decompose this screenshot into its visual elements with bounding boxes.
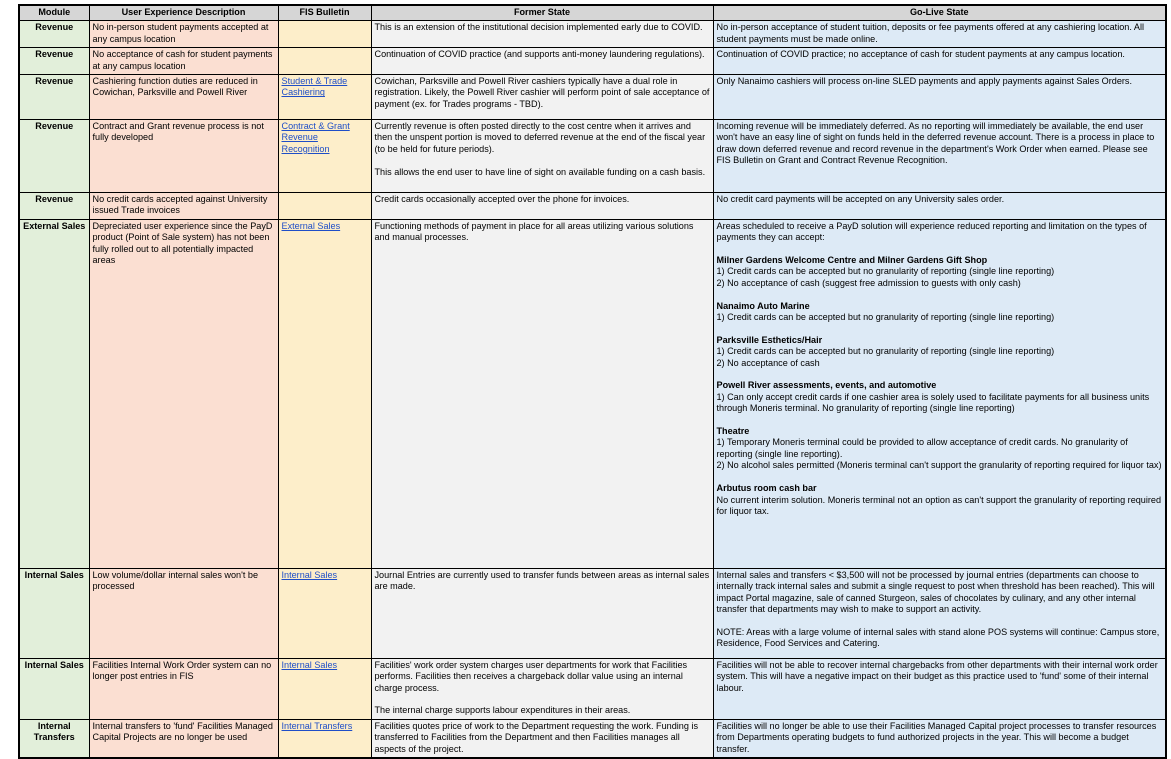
cell-user-experience-description: Internal transfers to 'fund' Facilities Managed Capital Projects are no longer be used xyxy=(89,719,278,758)
table-row xyxy=(19,658,1166,719)
cell-former-state: Facilities quotes price of work to the Department requesting the work. Funding is transferred to Facilities from the Department and then Facilities manages all aspects of the project. xyxy=(371,719,713,758)
go-live-subheading: Theatre xyxy=(716,426,750,437)
cell-user-experience-description: No credit cards accepted against University issued Trade invoices xyxy=(89,193,278,220)
go-live-list-item: 1) Credit cards can be accepted but no granularity of reporting (single line reporting) xyxy=(716,346,1055,357)
former-state-paragraph: Currently revenue is often posted directly to the cost centre when it arrives and then the unspent portion is moved to deferred revenue at the end of the fiscal year (to be held for future periods). xyxy=(374,121,706,154)
cell-former-state: Functioning methods of payment in place for all areas utilizing various solutions and manual processes. xyxy=(371,219,713,568)
cell-former-state: Continuation of COVID practice (and supports anti-money laundering regulations). xyxy=(371,48,713,75)
cell-former-state xyxy=(371,120,713,193)
fis-bulletin-link[interactable]: Internal Sales xyxy=(281,659,338,670)
cell-fis-bulletin[interactable] xyxy=(278,75,371,120)
cell-fis-bulletin[interactable] xyxy=(278,658,371,719)
table-row xyxy=(19,21,1166,48)
table-body xyxy=(19,21,1166,758)
fis-bulletin-link[interactable]: External Sales xyxy=(281,220,341,231)
column-header-bulletin: FIS Bulletin xyxy=(278,5,371,21)
cell-user-experience-description: Cashiering function duties are reduced in Cowichan, Parksville and Powell River xyxy=(89,75,278,120)
go-live-list-item: 1) Temporary Moneris terminal could be provided to allow acceptance of credit cards. No granularity of reporting (single line reporting). xyxy=(716,437,1128,459)
cell-go-live-state: Facilities will not be able to recover internal chargebacks from other departments with their internal work order system. This will have a negative impact on their budget as this practice used to 'fund' some of their internal labour. xyxy=(713,658,1166,719)
go-live-subheading: Milner Gardens Welcome Centre and Milner Gardens Gift Shop xyxy=(716,255,988,266)
cell-go-live-state xyxy=(713,219,1166,568)
cell-module: Revenue xyxy=(19,120,89,193)
cell-user-experience-description: Facilities Internal Work Order system can no longer post entries in FIS xyxy=(89,658,278,719)
cell-module: Revenue xyxy=(19,193,89,220)
go-live-paragraph: Areas scheduled to receive a PayD solution will experience reduced reporting and limitation on the types of payments they can accept: xyxy=(716,220,1147,243)
cell-module: Internal Sales xyxy=(19,568,89,658)
cell-user-experience-description: No acceptance of cash for student payments at any campus location xyxy=(89,48,278,75)
cell-former-state: Credit cards occasionally accepted over the phone for invoices. xyxy=(371,193,713,220)
cell-former-state: Cowichan, Parksville and Powell River cashiers typically have a dual role in registration. Likely, the Powell River cashier will perform point of sale acceptance of payment (ex. for Trades programs - TBD). xyxy=(371,75,713,120)
cell-former-state: This is an extension of the institutional decision implemented early due to COVID. xyxy=(371,21,713,48)
column-header-module: Module xyxy=(19,5,89,21)
former-state-paragraph: Facilities' work order system charges user departments for work that Facilities performs. Facilities then receives a chargeback dollar value using an internal charge process. xyxy=(374,659,688,693)
go-live-subheading: Powell River assessments, events, and automotive xyxy=(716,380,937,391)
cell-user-experience-description: Contract and Grant revenue process is not fully developed xyxy=(89,120,278,193)
header-row xyxy=(19,5,1166,21)
cell-fis-bulletin xyxy=(278,48,371,75)
former-state-paragraph: This allows the end user to have line of sight on available funding on a cash basis. xyxy=(374,166,706,177)
cell-fis-bulletin xyxy=(278,21,371,48)
table-row xyxy=(19,75,1166,120)
cell-module: Revenue xyxy=(19,75,89,120)
cell-go-live-state: Continuation of COVID practice; no acceptance of cash for student payments at any campus location. xyxy=(713,48,1166,75)
spacer-line xyxy=(717,289,1163,300)
cell-go-live-state: No in-person acceptance of student tuition, deposits or fee payments offered at any cashiering location. All student payments must be made online. xyxy=(713,21,1166,48)
table-row xyxy=(19,219,1166,568)
cell-go-live-state: Facilities will no longer be able to use their Facilities Managed Capital project processes to transfer resources from Departments operating budgets to fund authorized projects in the year. This will become a budget transfer. xyxy=(713,719,1166,758)
table-row xyxy=(19,719,1166,758)
spacer-line xyxy=(717,369,1163,380)
cell-user-experience-description: No in-person student payments accepted at any campus location xyxy=(89,21,278,48)
fis-bulletin-link[interactable]: Contract & Grant Revenue Recognition xyxy=(281,121,350,154)
go-live-subheading: Nanaimo Auto Marine xyxy=(716,300,810,311)
table-row xyxy=(19,120,1166,193)
table-row xyxy=(19,48,1166,75)
go-live-impact-table xyxy=(18,4,1167,759)
cell-go-live-state: Only Nanaimo cashiers will process on-line SLED payments and apply payments against Sales Orders. xyxy=(713,75,1166,120)
table-row xyxy=(19,568,1166,658)
table-header xyxy=(19,5,1166,21)
cell-go-live-state xyxy=(713,568,1166,658)
spacer-line xyxy=(717,244,1163,255)
cell-fis-bulletin[interactable] xyxy=(278,719,371,758)
cell-go-live-state: No credit card payments will be accepted on any University sales order. xyxy=(713,193,1166,220)
cell-fis-bulletin xyxy=(278,193,371,220)
go-live-list-item: 2) No acceptance of cash (suggest free admission to guests with only cash) xyxy=(716,277,1021,288)
fis-bulletin-link[interactable]: Internal Sales xyxy=(281,569,338,580)
go-live-paragraph: NOTE: Areas with a large volume of internal sales with stand alone POS systems will continue: Campus store, Residence, Food Services and Catering. xyxy=(716,626,1160,649)
cell-fis-bulletin[interactable] xyxy=(278,568,371,658)
table-row xyxy=(19,193,1166,220)
go-live-list-item: 2) No acceptance of cash xyxy=(716,357,820,368)
cell-user-experience-description: Depreciated user experience since the PayD product (Point of Sale system) has not been fully rolled out to all potentially impacted areas xyxy=(89,219,278,568)
column-header-former: Former State xyxy=(371,5,713,21)
go-live-list-item: 2) No alcohol sales permitted (Moneris terminal can't support the granularity of reporting required for liquor tax) xyxy=(716,460,1162,471)
fis-bulletin-link[interactable]: Student & Trade Cashiering xyxy=(281,76,348,98)
go-live-list-item: 1) Credit cards can be accepted but no granularity of reporting (single line reporting) xyxy=(716,312,1055,323)
cell-user-experience-description: Low volume/dollar internal sales won't be processed xyxy=(89,568,278,658)
cell-former-state: Journal Entries are currently used to transfer funds between areas as internal sales are made. xyxy=(371,568,713,658)
cell-module: Revenue xyxy=(19,21,89,48)
go-live-list-item: 1) Credit cards can be accepted but no granularity of reporting (single line reporting) xyxy=(716,266,1055,277)
spacer-line xyxy=(717,472,1163,483)
column-header-ux: User Experience Description xyxy=(89,5,278,21)
spacer-line xyxy=(717,415,1163,426)
cell-go-live-state: Incoming revenue will be immediately deferred. As no reporting will immediately be available, the end user won't have an easy line of sight on funds held in the deferred revenue account. There is a process in place to draw down deferred revenue and record revenue in the department's Work Order when earned. Please see FIS Bulletin on Grant and Contract Revenue Recognition. xyxy=(713,120,1166,193)
go-live-subheading: Arbutus room cash bar xyxy=(716,483,817,494)
cell-module: Internal Sales xyxy=(19,658,89,719)
go-live-subheading: Parksville Esthetics/Hair xyxy=(716,334,823,345)
cell-module: External Sales xyxy=(19,219,89,568)
go-live-paragraph: Internal sales and transfers < $3,500 will not be processed by journal entries (departments can choose to internally track internal sales and submit a single request to post when threshold has been reached). This will impact Portal magazine, sale of canned Sturgeon, sales of chocolates by culinary, and any other internal transfer that departments may wish to make to support an activity. xyxy=(716,569,1155,615)
go-live-list-item: No current interim solution. Moneris terminal not an option as can't support the granularity of reporting required for liquor tax. xyxy=(716,494,1162,516)
cell-module: Internal Transfers xyxy=(19,719,89,758)
former-state-paragraph: The internal charge supports labour expenditures in their areas. xyxy=(374,705,631,716)
column-header-golive: Go-Live State xyxy=(713,5,1166,21)
cell-fis-bulletin[interactable] xyxy=(278,219,371,568)
go-live-list-item: 1) Can only accept credit cards if one cashier area is solely used to facilitate payments for all business units through Moneris terminal. No granularity of reporting (single line reporting) xyxy=(716,391,1150,414)
fis-bulletin-link[interactable]: Internal Transfers xyxy=(281,720,353,731)
cell-module: Revenue xyxy=(19,48,89,75)
spacer-line xyxy=(717,323,1163,334)
cell-former-state xyxy=(371,658,713,719)
cell-fis-bulletin[interactable] xyxy=(278,120,371,193)
